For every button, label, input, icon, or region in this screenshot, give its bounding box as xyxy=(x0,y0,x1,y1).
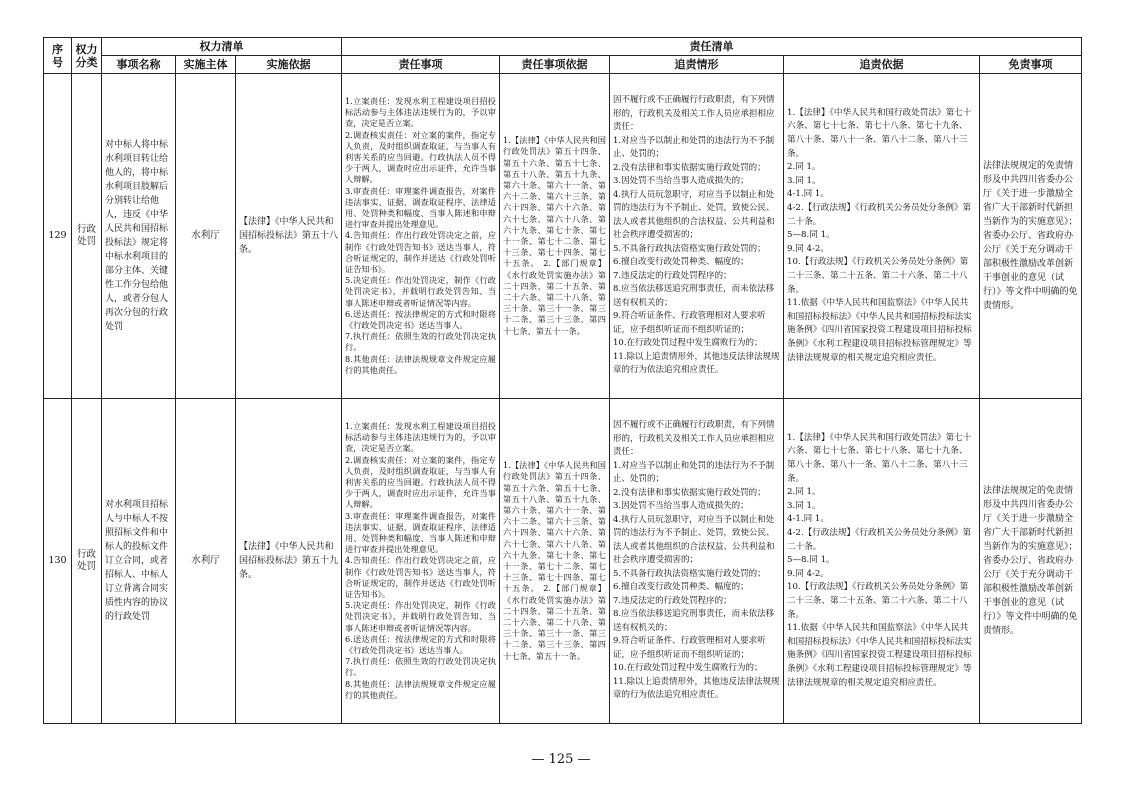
header-resp-items: 责任事项 xyxy=(342,56,500,74)
list-line: 7.违反法定的行政处罚程序的； xyxy=(613,595,732,606)
header-exempt: 免责事项 xyxy=(980,56,1082,74)
cell-exempt: 法律法规规定的免责情形及中共四川省委办公厅《关于进一步激励全省广大干部新时代新担当新作为的实施意见》；省委办公厅、省政府办公厅《关于充分调动干部积极性激励改革创新干事创业的意见（试行）》等文件中明确的免责情形。 xyxy=(980,74,1082,399)
cell-resp-basis: 1.【法律】《中华人民共和国行政处罚法》第五十四条、第五十六条、第五十七条、第五十八条、第五十九条、第六十条、第六十一条、第六十二条、第六十三条、第六十四条、第六十六条、第六十七条、第六十八条、第六十九条、第七十条、第七十一条、第七十二条、第七十三条、第七十四条、第七十五条。 2.【部门规章】《水行政处罚实施办法》第二十四条、第二十五条、第二十六条、第二十八条、第三十条、第三十一条、第三十二条、第三十三条、第四十七条、第五十一条。 xyxy=(500,399,610,724)
list-line: 7.执行责任：依照生效的行政处罚决定执行。 xyxy=(345,656,496,678)
list-line: 10.【行政法规】《行政机关公务员处分条例》第二十三条、第二十五条、第二十六条、第二十八条。 xyxy=(787,257,969,295)
list-line: 3.同 1。 xyxy=(787,500,821,511)
cell-subject: 水利厅 xyxy=(176,399,236,724)
list-line: 1.对应当予以制止和处罚的违法行为不予制止、处罚的； xyxy=(613,460,775,485)
list-line: 7.执行责任：依照生效的行政处罚决定执行。 xyxy=(345,331,496,353)
header-seq: 序号 xyxy=(44,38,72,74)
list-line: 5.不具备行政执法资格实施行政处罚的； xyxy=(613,568,766,579)
list-line: 6.擅自改变行政处罚种类、幅度的； xyxy=(613,257,749,268)
cell-resp-items xyxy=(342,399,500,724)
list-line: 1.【法律】《中华人民共和国行政处罚法》第七十六条、第七十七条、第七十八条、第七十九条、第八十条、第八十一条、第八十二条、第八十三条。 xyxy=(787,432,972,484)
list-line: 5.决定责任：作出处罚决定，制作《行政处罚决定书》，并载明行政处罚告知、当事人陈述申辩或者听证情况等内容。 xyxy=(345,600,496,633)
list-line: 3.审查责任：审理案件调查报告，对案件违法事实、证据、调查取证程序、法律适用、处罚种类和幅度、当事人陈述和申辩进行审查并提出处理意见。 xyxy=(345,510,496,555)
cell-pursue-cases xyxy=(610,74,784,399)
header-category: 权力分类 xyxy=(72,38,102,74)
list-line: 5—8.同 1。 xyxy=(787,555,835,566)
list-line: 5.不具备行政执法资格实施行政处罚的； xyxy=(613,243,766,254)
list-line: 11.除以上追责情形外，其他违反法律法规规章的行为依法追究相应责任。 xyxy=(613,676,780,701)
table-row xyxy=(44,399,1082,724)
cell-subject: 水利厅 xyxy=(176,74,236,399)
list-line: 10.在行政处罚过程中发生腐败行为的； xyxy=(613,338,763,349)
list-line: 2.同 1。 xyxy=(787,487,821,498)
list-line: 1.立案责任：发现水利工程建设项目招投标活动参与主体违法违规行为的，予以审查，决定是否立案。 xyxy=(345,420,496,454)
header-item-name: 事项名称 xyxy=(102,56,176,74)
cell-resp-basis: 1.【法律】《中华人民共和国行政处罚法》第五十四条、第五十六条、第五十七条、第五十八条、第五十九条、第六十条、第六十一条、第六十二条、第六十三条、第六十四条、第六十六条、第六十七条、第六十八条、第六十九条、第七十条、第七十一条、第七十二条、第七十三条、第七十四条、第七十五条。 2.【部门规章】《水行政处罚实施办法》第二十四条、第二十五条、第二十六条、第二十八条、第三十条、第三十一条、第三十二条、第三十三条、第四十七条、第五十一条。 xyxy=(500,74,610,399)
list-line: 2.没有法律和事实依据实施行政处罚的； xyxy=(613,162,766,173)
list-line: 9.同 4-2。 xyxy=(787,568,829,579)
header-row-1 xyxy=(44,38,1082,56)
cell-basis: 【法律】《中华人民共和国招标投标法》第五十九条。 xyxy=(236,399,342,724)
list-line: 9.符合听证条件、行政管理相对人要求听证，应予组织听证而不组织听证的； xyxy=(613,311,766,335)
cell-basis: 【法律】《中华人民共和国招标投标法》第五十八条。 xyxy=(236,74,342,399)
list-line: 4-2.【行政法规】《行政机关公务员处分条例》第二十条。 xyxy=(787,528,972,552)
list-line: 4.执行人员玩忽职守，对应当予以制止和处罚的违法行为不予制止、处罚，致使公民、法人或者其他组织的合法权益、公共利益和社会秩序遭受损害的； xyxy=(613,514,775,566)
header-resp-basis: 责任事项依据 xyxy=(500,56,610,74)
cell-seq: 129 xyxy=(44,74,72,399)
list-line: 8.其他责任：法律法规规章文件规定应履行的其他责任。 xyxy=(345,678,496,700)
list-line: 8.其他责任：法律法规规章文件规定应履行的其他责任。 xyxy=(345,353,496,375)
page-number: — 125 — xyxy=(531,752,591,767)
cell-item-name: 对中标人将中标水利项目转让给他人的，将中标水利项目肢解后分别转让给他人，违反《中华人民共和国招标投标法》规定将中标水利项目的部分主体、关键性工作分包给他人，或者分包人再次分包的行政处罚 xyxy=(102,74,176,399)
list-line: 2.同 1。 xyxy=(787,162,821,173)
cell-seq: 130 xyxy=(44,399,72,724)
list-line: 7.违反法定的行政处罚程序的； xyxy=(613,270,732,281)
list-line: 6.送达责任：按法律规定的方式和时限将《行政处罚决定书》送达当事人。 xyxy=(345,633,496,656)
cell-resp-items xyxy=(342,74,500,399)
header-responsibility-list: 责任清单 xyxy=(342,38,1082,56)
list-line: 8.应当依法移送追究刑事责任，而未依法移送有权机关的； xyxy=(613,284,775,308)
list-line: 1.对应当予以制止和处罚的违法行为不予制止、处罚的； xyxy=(613,135,775,160)
list-line: 3.因处罚不当给当事人造成损失的； xyxy=(613,501,749,512)
list-line: 8.应当依法移送追究刑事责任，而未依法移送有权机关的； xyxy=(613,609,775,633)
header-basis: 实施依据 xyxy=(236,56,342,74)
list-line: 9.同 4-2。 xyxy=(787,243,829,254)
cell-pursue-basis xyxy=(784,399,980,724)
list-line: 5—8.同 1。 xyxy=(787,230,835,241)
list-line: 1.立案责任：发现水利工程建设项目招投标活动参与主体违法违规行为的，予以审查，决定是否立案。 xyxy=(345,95,496,129)
list-line: 4.告知责任：作出行政处罚决定之前，应制作《行政处罚告知书》送达当事人，符合听证规定的，制作并送达《行政处罚听证告知书》。 xyxy=(345,230,496,274)
cell-exempt: 法律法规规定的免责情形及中共四川省委办公厅《关于进一步激励全省广大干部新时代新担当新作为的实施意见》；省委办公厅、省政府办公厅《关于充分调动干部积极性激励改革创新干事创业的意见（试行）》等文件中明确的免责情形。 xyxy=(980,399,1082,724)
list-line: 6.擅自改变行政处罚种类、幅度的； xyxy=(613,582,749,593)
header-subject: 实施主体 xyxy=(176,56,236,74)
header-power-list: 权力清单 xyxy=(102,38,342,56)
list-line: 9.符合听证条件、行政管理相对人要求听证，应予组织听证而不组织听证的； xyxy=(613,636,766,660)
list-line: 10.【行政法规】《行政机关公务员处分条例》第二十三条、第二十五条、第二十六条、第二十八条。 xyxy=(787,582,969,620)
list-line: 11.依据《中华人民共和国监察法》《中华人民共和国招标投标法》《中华人民共和国招标投标法实施条例》《四川省国家投资工程建设项目招标投标条例》《水利工程建设项目招标投标管理规定》等法律法规规章的相关规定追究相应责任。 xyxy=(787,623,972,688)
cell-category: 行政处罚 xyxy=(72,399,102,724)
list-line: 4-1.同 1。 xyxy=(787,514,829,525)
list-line: 4-2.【行政法规】《行政机关公务员处分条例》第二十条。 xyxy=(787,203,972,227)
list-line: 5.决定责任：作出处罚决定，制作《行政处罚决定书》，并载明行政处罚告知、当事人陈述申辩或者听证情况等内容。 xyxy=(345,275,496,308)
cell-category: 行政处罚 xyxy=(72,74,102,399)
list-line: 3.审查责任：审理案件调查报告，对案件违法事实、证据、调查取证程序、法律适用、处罚种类和幅度、当事人陈述和申辩进行审查并提出处理意见。 xyxy=(345,185,496,230)
list-line: 10.在行政处罚过程中发生腐败行为的； xyxy=(613,663,763,674)
power-responsibility-table xyxy=(43,37,1082,724)
list-line: 4-1.同 1。 xyxy=(787,189,829,200)
list-line: 11.依据《中华人民共和国监察法》《中华人民共和国招标投标法》《中华人民共和国招标投标法实施条例》《四川省国家投资工程建设项目招标投标条例》《水利工程建设项目招标投标管理规定》等法律法规规章的相关规定追究相应责任。 xyxy=(787,298,972,363)
list-line: 4.执行人员玩忽职守，对应当予以制止和处罚的违法行为不予制止、处罚，致使公民、法人或者其他组织的合法权益、公共利益和社会秩序遭受损害的； xyxy=(613,189,775,241)
list-line: 因不履行或不正确履行行政职责，有下列情形的，行政机关及相关工作人员应承担相应责任： xyxy=(613,420,775,458)
list-line: 11.除以上追责情形外，其他违反法律法规规章的行为依法追究相应责任。 xyxy=(613,351,780,376)
table-row xyxy=(44,74,1082,399)
cell-pursue-cases xyxy=(610,399,784,724)
cell-pursue-basis xyxy=(784,74,980,399)
header-row-2 xyxy=(44,56,1082,74)
list-line: 因不履行或不正确履行行政职责，有下列情形的，行政机关及相关工作人员应承担相应责任： xyxy=(613,95,775,133)
list-line: 2.调查核实责任：对立案的案件，指定专人负责，及时组织调查取证，与当事人有利害关系的应当回避。行政执法人员不得少于两人，调查时应出示证件，允许当事人辩解。 xyxy=(345,129,496,185)
list-line: 2.没有法律和事实依据实施行政处罚的； xyxy=(613,487,766,498)
list-line: 3.同 1。 xyxy=(787,175,821,186)
cell-item-name: 对水利项目招标人与中标人不按照招标文件和中标人的投标文件订立合同，或者招标人、中标人订立背离合同实质性内容的协议的行政处罚 xyxy=(102,399,176,724)
list-line: 1.【法律】《中华人民共和国行政处罚法》第七十六条、第七十七条、第七十八条、第七十九条、第八十条、第八十一条、第八十二条、第八十三条。 xyxy=(787,107,972,159)
header-pursue-basis: 追责依据 xyxy=(784,56,980,74)
list-line: 3.因处罚不当给当事人造成损失的； xyxy=(613,176,749,187)
list-line: 4.告知责任：作出行政处罚决定之前，应制作《行政处罚告知书》送达当事人，符合听证规定的，制作并送达《行政处罚听证告知书》。 xyxy=(345,555,496,599)
list-line: 2.调查核实责任：对立案的案件，指定专人负责，及时组织调查取证，与当事人有利害关系的应当回避。行政执法人员不得少于两人，调查时应出示证件，允许当事人辩解。 xyxy=(345,454,496,510)
header-pursue-cases: 追责情形 xyxy=(610,56,784,74)
list-line: 6.送达责任：按法律规定的方式和时限将《行政处罚决定书》送达当事人。 xyxy=(345,308,496,331)
